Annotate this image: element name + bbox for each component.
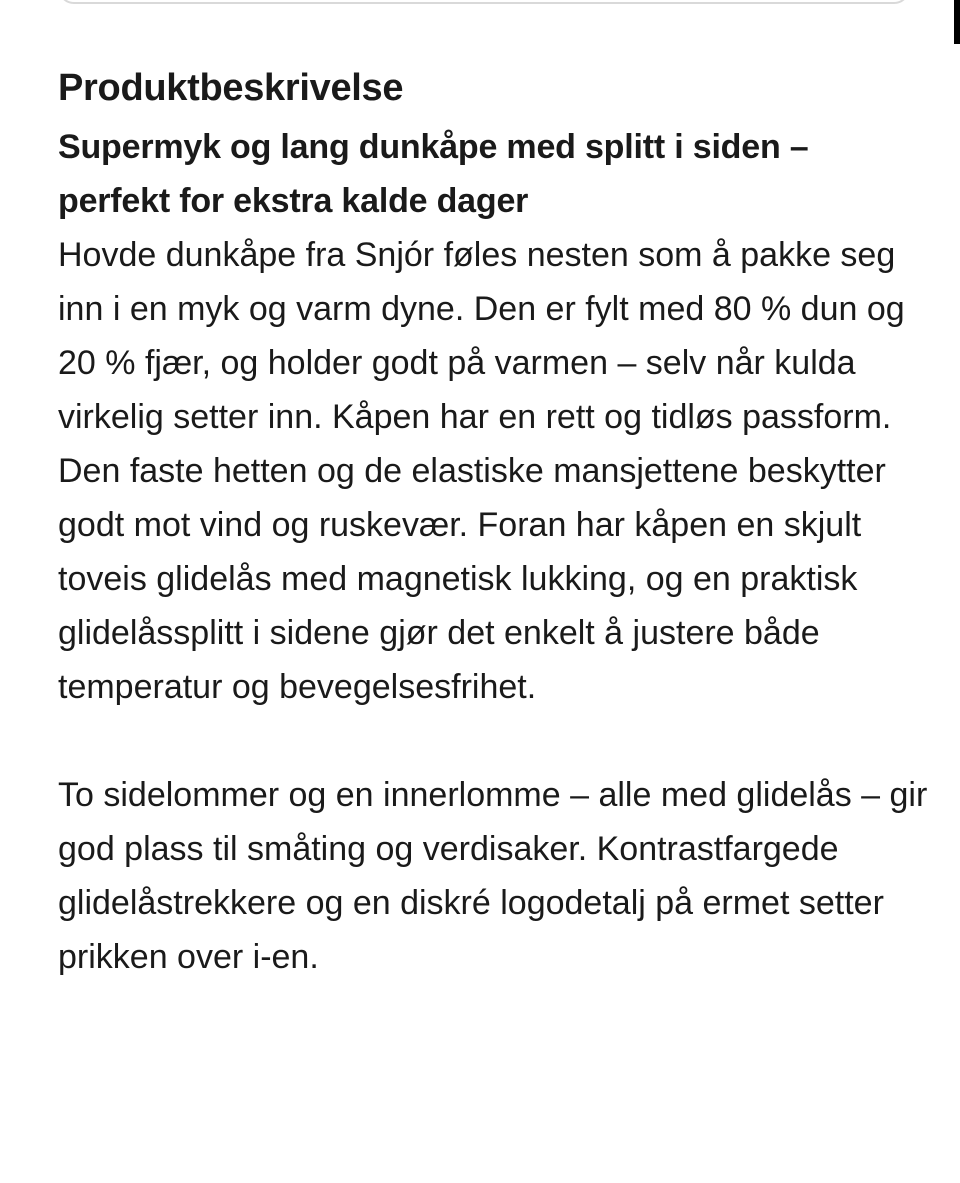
section-title: Produktbeskrivelse	[58, 67, 404, 109]
product-description-section	[58, 62, 928, 984]
description-subtitle: Supermyk og lang dunkåpe med splitt i siden – perfekt for ekstra kalde dager	[58, 128, 809, 220]
previous-card-edge	[58, 0, 910, 4]
paragraph-spacer	[58, 714, 928, 768]
description-paragraph-2: Den faste hetten og de elastiske mansjettene beskytter godt mot vind og ruskevær. Foran har kåpen en skjult toveis glidelås med magnetisk lukking, og en praktisk glidelåssplitt i sidene gjør det enkelt å justere både temperatur og bevegelsesfrihet.	[58, 452, 886, 706]
description-paragraph-3: To sidelommer og en innerlomme – alle med glidelås – gir god plass til småting og verdisaker. Kontrastfargede glidelåstrekkere og en diskré logodetalj på ermet setter prikken over i-en.	[58, 776, 928, 976]
description-paragraph-1: Hovde dunkåpe fra Snjór føles nesten som å pakke seg inn i en myk og varm dyne. Den er fylt med 80 % dun og 20 % fjær, og holder godt på varmen – selv når kulda virkelig setter inn. Kåpen har en rett og tidløs passform.	[58, 236, 905, 436]
scrollbar[interactable]	[954, 0, 960, 44]
